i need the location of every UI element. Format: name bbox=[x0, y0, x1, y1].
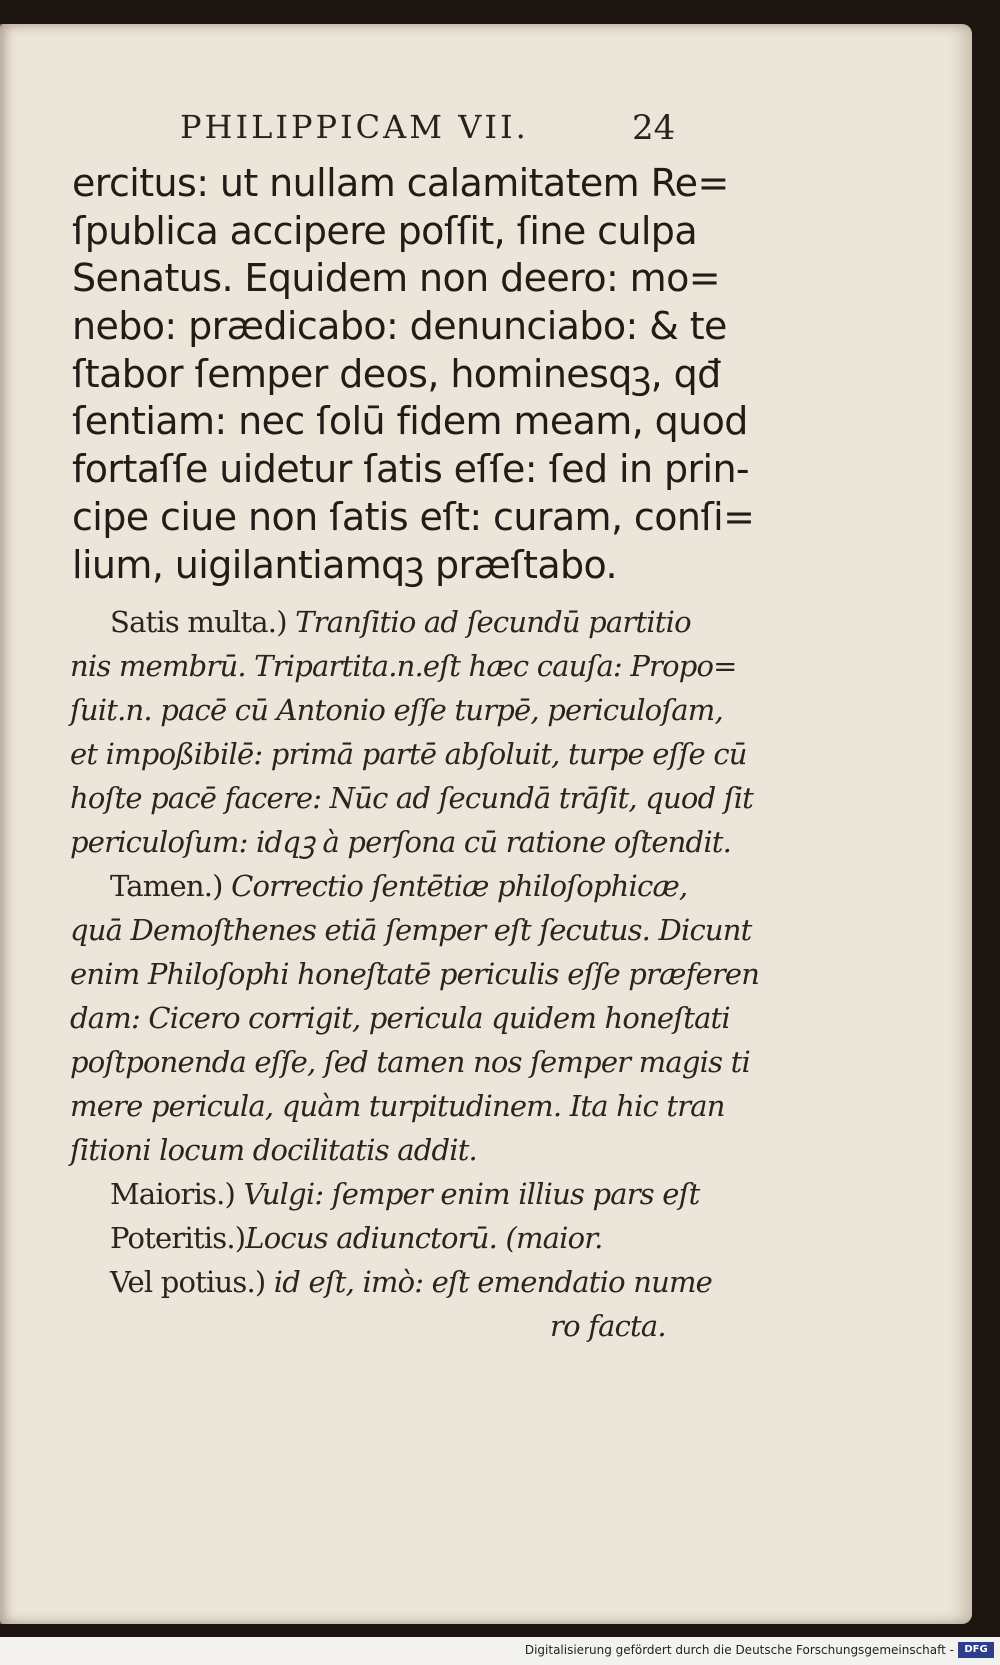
commentary-gloss: nis membrū. Tripartita.n.eſt hæc cauſa: Propo= bbox=[70, 649, 737, 683]
commentary-gloss: mere pericula, quàm turpitudinem. Ita hic tran bbox=[70, 1089, 725, 1123]
commentary-gloss: Vulgi: ſemper enim illius pars eſt bbox=[235, 1177, 700, 1211]
digitization-footer bbox=[0, 1637, 1000, 1665]
commentary-line bbox=[70, 864, 720, 908]
commentary-gloss: ro facta. bbox=[550, 1309, 666, 1343]
commentary-gloss: et impoßibilē: primā partē abſoluit, turpe eſſe cū bbox=[70, 737, 747, 771]
commentary-gloss: Tranſitio ad ſecundū partitio bbox=[286, 605, 691, 639]
commentary-line bbox=[70, 1040, 750, 1084]
commentary-line bbox=[70, 908, 752, 952]
commentary-gloss: ſuit.n. pacē cū Antonio eſſe turpē, periculoſam, bbox=[70, 693, 723, 727]
dfg-logo: DFG bbox=[958, 1642, 994, 1658]
running-title: PHILIPPICAM VII. bbox=[180, 108, 529, 146]
commentary-lemma: Maioris.) bbox=[110, 1177, 236, 1211]
commentary-lemma: Tamen.) bbox=[110, 869, 223, 903]
commentary-gloss: poſtponenda eſſe, ſed tamen nos ſemper magis ti bbox=[70, 1045, 750, 1079]
commentary-gloss: hoſte pacē facere: Nūc ad ſecundā trāſit, quod ſit bbox=[70, 781, 754, 815]
main-text-line: fortaſſe uidetur ſatis eſſe: ſed in prin- bbox=[72, 447, 750, 492]
commentary-gloss: Correctio ſentētiæ philoſophicæ, bbox=[222, 869, 688, 903]
main-text-line: ercitus: ut nullam calamitatem Re= bbox=[72, 161, 729, 205]
commentary-line bbox=[70, 820, 732, 864]
commentary-line bbox=[70, 1172, 720, 1216]
commentary-line bbox=[70, 1216, 720, 1260]
main-text-line: lium, uigilantiamqꝫ præſtabo. bbox=[72, 542, 618, 587]
commentary-gloss: ſitioni locum docilitatis addit. bbox=[70, 1133, 477, 1167]
commentary-line bbox=[70, 776, 754, 820]
main-text-block bbox=[72, 160, 755, 589]
commentary-lemma: Vel potius.) bbox=[110, 1265, 266, 1299]
page-number: 24 bbox=[632, 108, 676, 148]
commentary-gloss: periculoſum: idqꝫ à perſona cū ratione oſtendit. bbox=[70, 825, 732, 859]
commentary-lemma: Satis multa.) bbox=[110, 605, 287, 639]
main-text-line: nebo: prædicabo: denunciabo: & te bbox=[72, 304, 727, 349]
commentary-block bbox=[70, 600, 760, 1348]
commentary-line bbox=[70, 1304, 720, 1348]
commentary-gloss: Locus adiunctorū. (maior. bbox=[245, 1221, 603, 1255]
main-text-line: Senatus. Equidem non deero: mo= bbox=[72, 256, 720, 301]
commentary-line bbox=[70, 688, 723, 732]
main-text-line: ſentiam: nec ſolū fidem meam, quod bbox=[72, 399, 748, 444]
commentary-gloss: quā Demoſthenes etiā ſemper eſt ſecutus. Dicunt bbox=[70, 913, 752, 947]
commentary-line bbox=[70, 644, 737, 688]
commentary-line bbox=[70, 1128, 720, 1172]
main-text-line: ſtabor ſemper deos, hominesqꝫ, qđ bbox=[72, 351, 721, 396]
funding-credit: Digitalisierung gefördert durch die Deutsche Forschungsgemeinschaft - bbox=[524, 1643, 954, 1657]
commentary-line bbox=[70, 996, 730, 1040]
commentary-line bbox=[70, 1260, 720, 1304]
commentary-gloss: dam: Cicero corrigit, pericula quidem honeſtati bbox=[70, 1001, 730, 1035]
commentary-line bbox=[70, 1084, 725, 1128]
commentary-gloss: id eſt, imò: eſt emendatio nume bbox=[265, 1265, 713, 1299]
commentary-line bbox=[70, 732, 747, 776]
commentary-line bbox=[70, 600, 720, 644]
commentary-lemma: Poteritis.) bbox=[110, 1221, 246, 1255]
main-text-line: ſpublica accipere poſſit, ſine culpa bbox=[72, 208, 698, 253]
page-header bbox=[180, 108, 680, 152]
commentary-gloss: enim Philoſophi honeſtatē periculis eſſe præferen bbox=[70, 957, 760, 991]
main-text-line: cipe ciue non ſatis eſt: curam, conſi= bbox=[72, 494, 755, 539]
commentary-line bbox=[70, 952, 760, 996]
